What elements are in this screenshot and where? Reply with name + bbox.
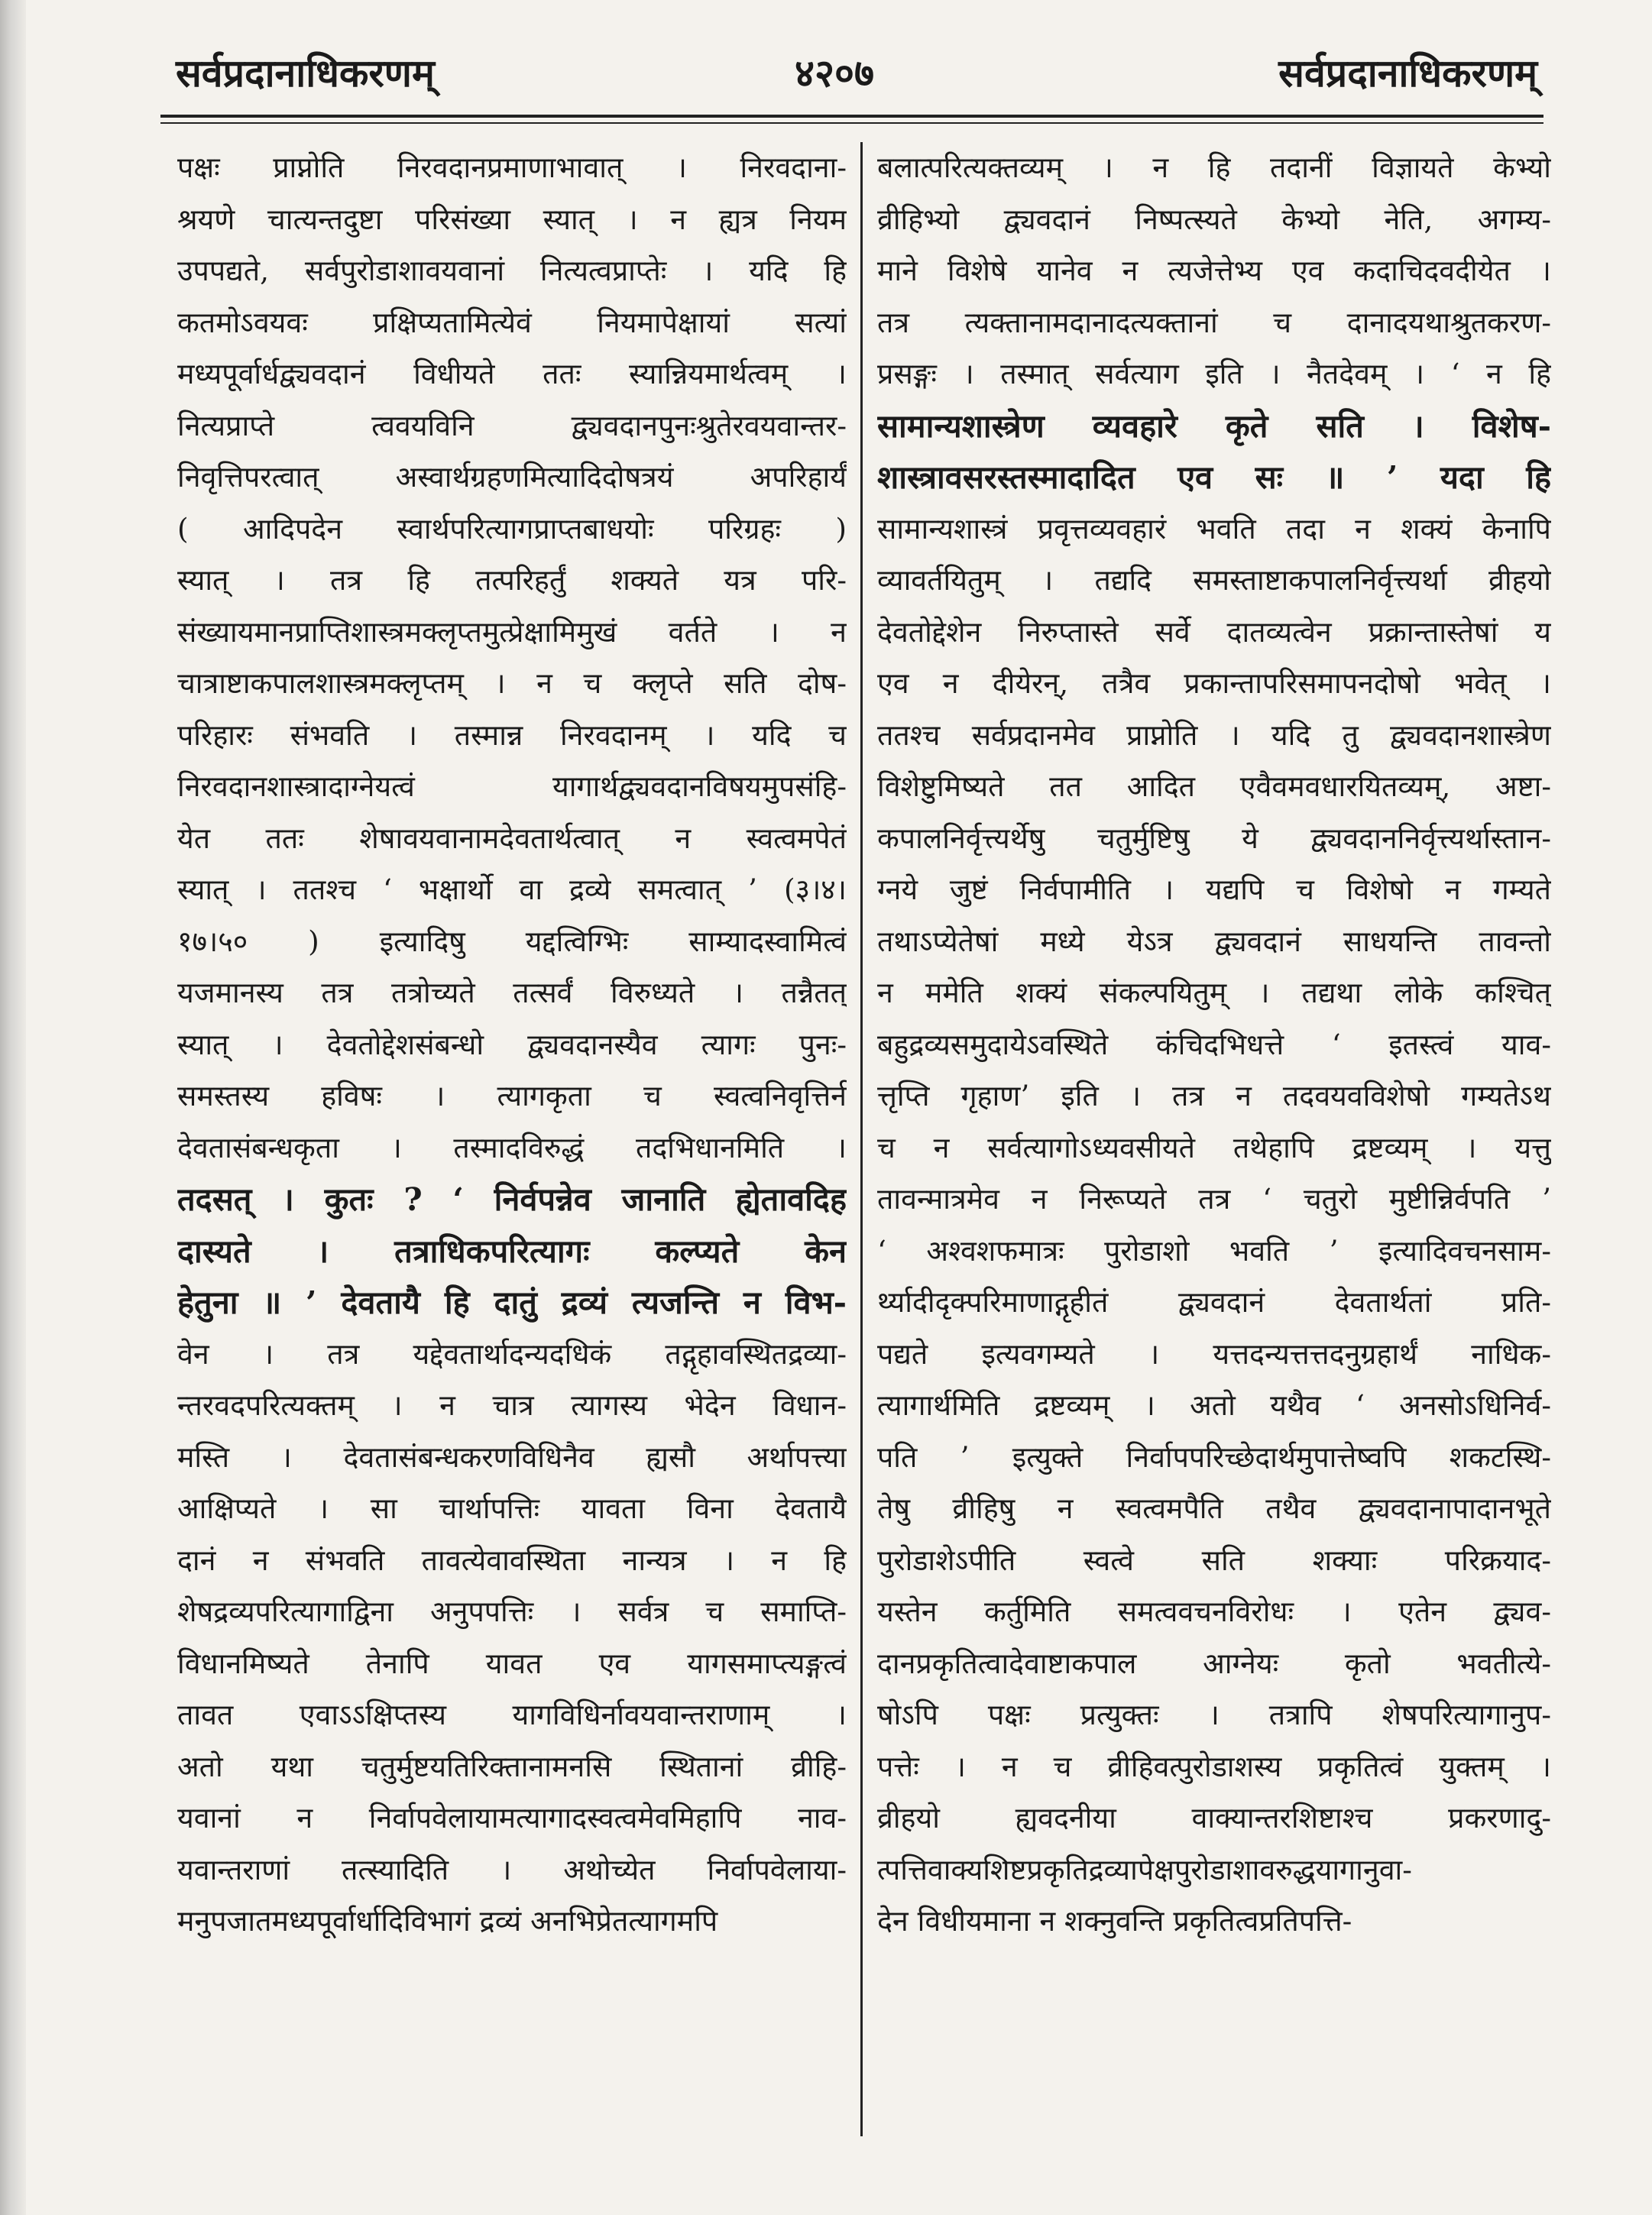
scan-edge-shadow — [0, 0, 26, 2215]
text-line: र्थ्यादीदृक्परिमाणाद्गृहीतं द्व्यवदानं देवतार्थतां प्रति- — [877, 1285, 1551, 1319]
text-line: तावन्मात्रमेव न निरूप्यते तत्र ‘ चतुरो मुष्टीन्निर्वपति ’ — [877, 1182, 1551, 1216]
text-line: च न सर्वत्यागोऽध्यवसीयते तथेहापि द्रष्टव्यम् । यत्तु — [877, 1130, 1551, 1164]
text-line: निरवदानशास्त्रादाग्नेयत्वं यागार्थद्व्यवदानविषयमुपसंहि- — [177, 769, 847, 803]
text-line: बलात्परित्यक्तव्यम् । न हि तदानीं विज्ञायते केभ्यो — [877, 151, 1551, 184]
text-line: पत्तेः । न च व्रीहिवत्पुरोडाशस्य प्रकृतित्वं युक्तम् । — [877, 1749, 1551, 1783]
text-line: न्तरवदपरित्यक्तम् । न चात्र त्यागस्य भेदेन विधान- — [177, 1388, 847, 1422]
page-header — [0, 31, 1652, 115]
text-line: स्यात् । तत्र हि तत्परिहर्तुं शक्यते यत्र परि- — [177, 563, 847, 597]
text-line: वेन । तत्र यद्देवतार्थादन्यदधिकं तद्गृहावस्थितद्रव्या- — [177, 1336, 847, 1371]
text-line: १७।५० ) इत्यादिषु यद्दत्विग्भिः साम्यादस्वामित्वं — [177, 924, 847, 958]
text-line: सामान्यशास्त्रेण व्यवहारे कृते सति । विशेष- — [877, 406, 1551, 445]
text-line: षोऽपि पक्षः प्रत्युक्तः । तत्रापि शेषपरित्यागानुप- — [877, 1698, 1551, 1731]
text-line: सामान्यशास्त्रं प्रवृत्तव्यवहारं भवति तदा न शक्यं केनापि — [877, 511, 1551, 546]
text-line: हेतुना ॥ ’ देवतायै हि दातुं द्रव्यं त्यजन्ति न विभ- — [177, 1284, 847, 1321]
text-line: त्तृप्ति गृहाण’ इति । तत्र न तदवयवविशेषो गम्यतेऽथ — [877, 1079, 1551, 1112]
text-line: यवानां न निर्वापवेलायामत्यागादस्वत्वमेवमिहापि नाव- — [177, 1801, 847, 1834]
text-line: तथाऽप्येतेषां मध्ये येऽत्र द्व्यवदानं साधयन्ति तावन्तो — [877, 924, 1551, 958]
text-line: दानं न संभवति तावत्येवावस्थिता नान्यत्र । न हि — [177, 1543, 847, 1577]
text-line: देन विधीयमाना न शक्नुवन्ति प्रकृतित्वप्रतिपत्ति- — [877, 1904, 1352, 1938]
text-line: कतमोऽवयवः प्रक्षिप्यतामित्येवं नियमापेक्षायां सत्यां — [177, 305, 847, 339]
right-column — [877, 142, 1551, 2159]
text-line: ग्नये जुष्टं निर्वपामीति । यद्यपि च विशेषो न गम्यते — [877, 873, 1551, 906]
text-line: बहुद्रव्यसमुदायेऽवस्थिते कंचिदभिधत्ते ‘ इतस्त्वं याव- — [877, 1027, 1551, 1061]
text-line: शास्त्रावसरस्तस्मादादित एव सः ॥ ’ यदा हि — [877, 458, 1551, 496]
text-line: आक्षिप्यते । सा चार्थापत्तिः यावता विना देवतायै — [177, 1491, 847, 1525]
text-line: ‘ अश्वशफमात्रः पुरोडाशो भवति ’ इत्यादिवचनसाम- — [877, 1233, 1551, 1268]
text-line: निवृत्तिपरत्वात् अस्वार्थग्रहणमित्यादिदोषत्रयं अपरिहार्यं — [177, 460, 847, 494]
text-line: समस्तस्य हविषः । त्यागकृता च स्वत्वनिवृत्तिर्न — [177, 1079, 847, 1112]
text-line: येत ततः शेषावयवानामदेवतार्थत्वात् न स्वत्वमपेतं — [177, 821, 847, 855]
text-line: पति ’ इत्युक्ते निर्वापपरिच्छेदार्थमुपात्तेष्वपि शकटस्थि- — [877, 1439, 1551, 1474]
text-line: कपालनिर्वृत्त्यर्थेषु चतुर्मुष्टिषु ये द्व्यवदाननिर्वृत्त्यर्थास्तान- — [877, 821, 1551, 855]
text-line: श्रयणे चात्यन्तदुष्टा परिसंख्या स्यात् । न ह्यत्र नियम — [177, 202, 847, 236]
header-rule — [160, 115, 1543, 118]
text-line: पक्षः प्राप्नोति निरवदानप्रमाणाभावात् । निरवदाना- — [177, 151, 847, 184]
text-line: न ममेति शक्यं संकल्पयितुम् । तद्यथा लोके कश्चित् — [877, 976, 1551, 1009]
text-line: विशेष्टुमिष्यते तत आदित एवैवमवधारयितव्यम्, अष्टा- — [877, 769, 1551, 803]
text-line: शेषद्रव्यपरित्यागाद्विना अनुपपत्तिः । सर्वत्र च समाप्ति- — [177, 1595, 847, 1628]
text-line: प्रसङ्गः । तस्मात् सर्वत्याग इति । नैतदेवम् । ‘ न हि — [877, 357, 1551, 390]
text-line: दास्यते । तत्राधिकपरित्यागः कल्प्यते केन — [177, 1232, 847, 1270]
text-line: त्पत्तिवाक्यशिष्टप्रकृतिद्रव्यापेक्षपुरोडाशावरुद्धयागानुवा- — [877, 1852, 1412, 1886]
text-line: एव न दीयेरन्, तत्रैव प्रकान्तापरिसमापनदोषो भवेत् । — [877, 666, 1551, 700]
text-line: यजमानस्य तत्र तत्रोच्यते तत्सर्वं विरुध्यते । तन्नैतत् — [177, 976, 847, 1009]
text-line: यस्तेन कर्तुमिति समत्ववचनविरोधः । एतेन द्व्यव- — [877, 1595, 1551, 1628]
text-line: ततश्च सर्वप्रदानमेव प्राप्नोति । यदि तु द्व्यवदानशास्त्रेण — [877, 717, 1551, 752]
text-line: देवतोद्देशेन निरुप्तास्ते सर्वे दातव्यत्वेन प्रक्रान्तास्तेषां य — [877, 614, 1551, 649]
text-line: मध्यपूर्वार्धद्व्यवदानं विधीयते ततः स्यान्नियमार्थत्वम् । — [177, 357, 847, 390]
text-line: ( आदिपदेन स्वार्थपरित्यागप्राप्तबाधयोः परिग्रहः ) — [177, 511, 847, 546]
text-line: तेषु व्रीहिषु न स्वत्वमपैति तथैव द्व्यवदानापादानभूते — [877, 1491, 1551, 1525]
text-line: स्यात् । देवतोद्देशसंबन्धो द्व्यवदानस्यैव त्यागः पुनः- — [177, 1027, 847, 1061]
text-line: विधानमिष्यते तेनापि यावत एव यागसमाप्त्यङ्गत्वं — [177, 1646, 847, 1680]
text-line: पद्यते इत्यवगम्यते । यत्तदन्यत्तत्तदनुग्रहार्थं नाधिक- — [877, 1336, 1551, 1371]
text-line: माने विशेषे यानेव न त्यजेत्तेभ्य एव कदाचिदवदीयेत । — [877, 254, 1551, 287]
text-line: दानप्रकृतित्वादेवाष्टाकपाल आग्नेयः कृतो भवतीत्ये- — [877, 1646, 1551, 1680]
header-rule-thin — [160, 122, 1543, 124]
text-line: चात्राष्टाकपालशास्त्रमक्लृप्तम् । न च क्लृप्ते सति दोष- — [177, 666, 847, 700]
running-title-left: सर्वप्रदानाधिकरणम् — [176, 50, 435, 96]
column-divider — [860, 142, 863, 2136]
text-line: यवान्तराणां तत्स्यादिति । अथोच्येत निर्वापवेलाया- — [177, 1852, 847, 1886]
page-number: ४२०७ — [795, 50, 874, 96]
text-line: तदसत् । कुतः ? ‘ निर्वपन्नेव जानाति ह्येतावदिह — [177, 1180, 847, 1218]
text-line: तावत एवाऽऽक्षिप्तस्य यागविधिर्नावयवान्तराणाम् । — [177, 1698, 847, 1731]
running-title-right: सर्वप्रदानाधिकरणम् — [1278, 50, 1537, 96]
text-line: मनुपजातमध्यपूर्वार्धादिविभागं द्रव्यं अनभिप्रेतत्यागमपि — [177, 1904, 718, 1938]
text-line: देवतासंबन्धकृता । तस्मादविरुद्धं तदभिधानमिति । — [177, 1130, 847, 1164]
text-line: तत्र त्यक्तानामदानादत्यक्तानां च दानादयथाश्रुतकरण- — [877, 305, 1551, 339]
text-line: मस्ति । देवतासंबन्धकरणविधिनैव ह्यसौ अर्थापत्त्या — [177, 1439, 847, 1474]
text-line: व्रीहिभ्यो द्व्यवदानं निष्पत्स्यते केभ्यो नेति, अगम्य- — [877, 202, 1551, 236]
text-line: नित्यप्राप्ते त्ववयविनि द्व्यवदानपुनःश्रुतेरवयवान्तर- — [177, 408, 847, 442]
text-line: संख्यायमानप्राप्तिशास्त्रमक्लृप्तमुत्प्रेक्षामिमुखं वर्तते । न — [177, 614, 847, 649]
text-line: परिहारः संभवति । तस्मान्न निरवदानम् । यदि च — [177, 717, 847, 752]
text-line: उपपद्यते, सर्वपुरोडाशावयवानां नित्यत्वप्राप्तेः । यदि हि — [177, 254, 847, 287]
text-line: अतो यथा चतुर्मुष्टयतिरिक्तानामनसि स्थितानां व्रीहि- — [177, 1749, 847, 1783]
text-line: पुरोडाशेऽपीति स्वत्वे सति शक्याः परिक्रयाद- — [877, 1543, 1551, 1577]
text-line: व्रीहयो ह्यवदनीया वाक्यान्तरशिष्टाश्च प्रकरणादु- — [877, 1801, 1551, 1834]
text-line: व्यावर्तयितुम् । तद्यदि समस्ताष्टाकपालनिर्वृत्त्यर्था व्रीहयो — [877, 563, 1551, 597]
text-line: त्यागार्थमिति द्रष्टव्यम् । अतो यथैव ‘ अनसोऽधिनिर्व- — [877, 1388, 1551, 1422]
text-line: स्यात् । ततश्च ‘ भक्षार्थो वा द्रव्ये समत्वात् ’ (३।४। — [177, 873, 847, 906]
left-column — [177, 142, 847, 2159]
